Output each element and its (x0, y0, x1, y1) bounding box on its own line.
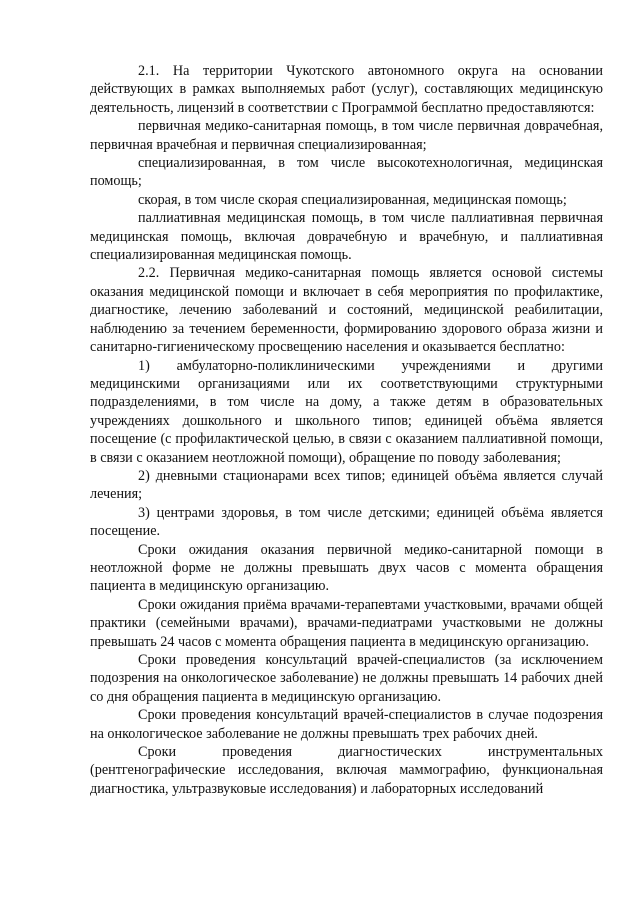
paragraph-emergency-wait: Сроки ожидания оказания первичной медико-санитарной помощи в неотложной форме не должны превышать двух часов с момента обращения пациента в медицинскую организацию. (90, 541, 603, 595)
list-item-emergency-care: скорая, в том числе скорая специализированная, медицинская помощь; (138, 191, 567, 208)
paragraph-2-1: 2.1. На территории Чукотского автономного округа на основании действующих в рамках выполняемых работ (услуг), составляющих медицинскую деятельность, лицензий в соответствии с Программой бесплатно предоставляются: (90, 63, 603, 116)
list-item-day-hospitals: 2) дневными стационарами всех типов; единицей объёма является случай лечения; (90, 467, 603, 503)
paragraph-diagnostics-wait: Сроки проведения диагностических инструментальных (рентгенографические исследования, включая маммографию, функциональная диагностика, ультразвуковые исследования) и лабораторных исследований (90, 744, 603, 797)
document-page (90, 62, 603, 798)
paragraph-2-2: 2.2. Первичная медико-санитарная помощь является основой системы оказания медицинской помощи и включает в себя мероприятия по профилактике, диагностике, лечению заболеваний и состояний, медицинской реабилитации, наблюдению за течением беременности, формированию здорового образа жизни и санитарно-гигиеническому просвещению населения и оказывается бесплатно: (90, 265, 603, 356)
paragraph-therapist-wait: Сроки ожидания приёма врачами-терапевтами участковыми, врачами общей практики (семейными врачами), врачами-педиатрами участковыми не должны превышать 24 часов с момента обращения пациента в медицинскую организацию. (90, 596, 603, 650)
list-item-palliative-care: паллиативная медицинская помощь, в том числе паллиативная первичная медицинская помощь, включая доврачебную и врачебную, и паллиативная специализированная медицинская помощь. (90, 210, 603, 264)
list-item-primary-care: первичная медико-санитарная помощь, в том числе первичная доврачебная, первичная врачебная и первичная специализированная; (90, 118, 603, 153)
paragraph-oncology-wait: Сроки проведения консультаций врачей-специалистов в случае подозрения на онкологическое заболевание не должны превышать трех рабочих дней. (90, 707, 603, 742)
list-item-outpatient: 1) амбулаторно-поликлиническими учреждениями и другими медицинскими организациями или их соответствующими структурными подразделениями, в том числе на дому, а также детям в образовательных учреждениях дошкольного и школьного типов; единицей объёма является посещение (с профилактической целью, в связи с оказанием паллиативной помощи, в связи с оказанием неотложной помощи), обращение по поводу заболевания; (90, 357, 603, 466)
list-item-specialized-care: специализированная, в том числе высокотехнологичная, медицинская помощь; (90, 155, 603, 190)
list-item-health-centers: 3) центрами здоровья, в том числе детскими; единицей объёма является посещение. (90, 504, 603, 540)
paragraph-specialist-wait: Сроки проведения консультаций врачей-специалистов (за исключением подозрения на онкологическое заболевание) не должны превышать 14 рабочих дней со дня обращения пациента в медицинскую организацию. (90, 652, 603, 705)
